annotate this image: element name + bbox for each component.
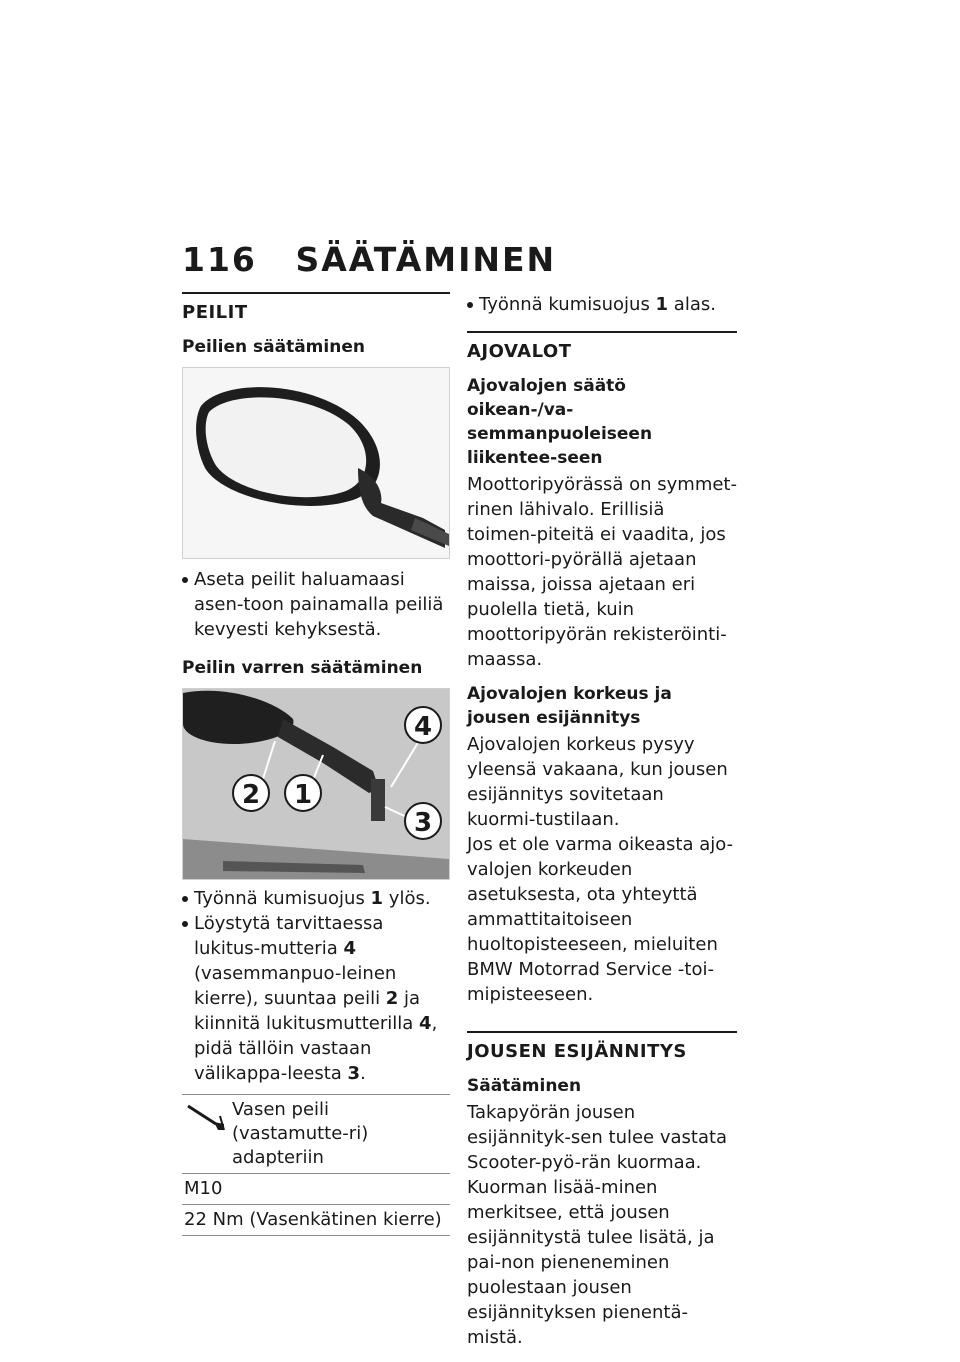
subtitle-headlight-traffic: Ajovalojen säätö oikean-/va-semmanpuoleiseen liikentee-seen	[467, 376, 653, 468]
subtitle-preload-adjust: Säätäminen	[467, 1076, 582, 1096]
left-column	[182, 292, 450, 1236]
mirror-bullet: Aseta peilit haluamaasi asen-toon painamalla peiliä kevyesti kehyksestä.	[182, 567, 450, 642]
right-column	[467, 292, 737, 1350]
bullet-loosen-nut: Löystytä tarvittaessa lukitus-mutteria 4 (vasemmanpuo-leinen kierre), suuntaa peili 2 ja kiinnitä lukitusmutterilla 4, pidä tällöin vastaan välikappa-leesta 3.	[182, 911, 450, 1086]
callout-3-label: 3	[413, 808, 433, 838]
page-header	[182, 240, 556, 279]
para-height-stable: Ajovalojen korkeus pysyy yleensä vakaana, kun jousen esijännitys sovitetaan kuormi-tustilaan.	[467, 734, 728, 830]
subtitle-headlight-height: Ajovalojen korkeus ja jousen esijännitys	[467, 684, 672, 728]
para-symmetric-lowbeam: Moottoripyörässä on symmet-rinen lähivalo. Erillisiä toimen-piteitä ei vaadita, jos moottori-pyörällä ajetaan maissa, joissa ajetaan eri puolella tietä, kuin moottoripyörän rekisteröinti-maassa.	[467, 474, 737, 670]
chapter-title: SÄÄTÄMINEN	[295, 240, 557, 279]
bullet-push-cover-down: Työnnä kumisuojus 1 alas.	[467, 292, 737, 317]
subtitle-mirror-adjust: Peilien säätäminen	[182, 337, 365, 357]
section-title-spring-preload: JOUSEN ESIJÄNNITYS	[467, 1041, 687, 1062]
mirror-figure	[182, 367, 450, 559]
callout-4-label: 4	[413, 712, 433, 742]
section-title-headlights: AJOVALOT	[467, 341, 572, 362]
bullet-push-cover-up: Työnnä kumisuojus 1 ylös.	[182, 886, 450, 911]
page-number: 116	[182, 240, 257, 279]
callout-1-label: 1	[293, 780, 313, 810]
mirror-arm-figure	[182, 688, 450, 880]
section-title-mirrors: PEILIT	[182, 302, 248, 323]
spec-torque: 22 Nm (Vasenkätinen kierre)	[182, 1205, 450, 1236]
para-preload: Takapyörän jousen esijännityk-sen tulee vastata Scooter-pyö-rän kuormaa. Kuorman lisää-minen merkitsee, että jousen esijännitystä tulee lisätä, ja pai-non pieneneminen puolestaan jousen esijännityksen pienentä-mistä.	[467, 1102, 728, 1348]
subtitle-arm-adjust: Peilin varren säätäminen	[182, 658, 423, 678]
torque-wrench-icon	[184, 1098, 232, 1139]
para-contact-service: Jos et ole varma oikeasta ajo-valojen korkeuden asetuksesta, ota yhteyttä ammattitaitoiseen huoltopisteeseen, mieluiten BMW Motorrad Service -toi-mipisteeseen.	[467, 834, 734, 1005]
spec-label: Vasen peili (vastamutte-ri) adapteriin	[232, 1099, 369, 1168]
callout-2-label: 2	[241, 780, 261, 810]
torque-spec-table	[182, 1094, 450, 1236]
spec-thread: M10	[182, 1174, 450, 1205]
